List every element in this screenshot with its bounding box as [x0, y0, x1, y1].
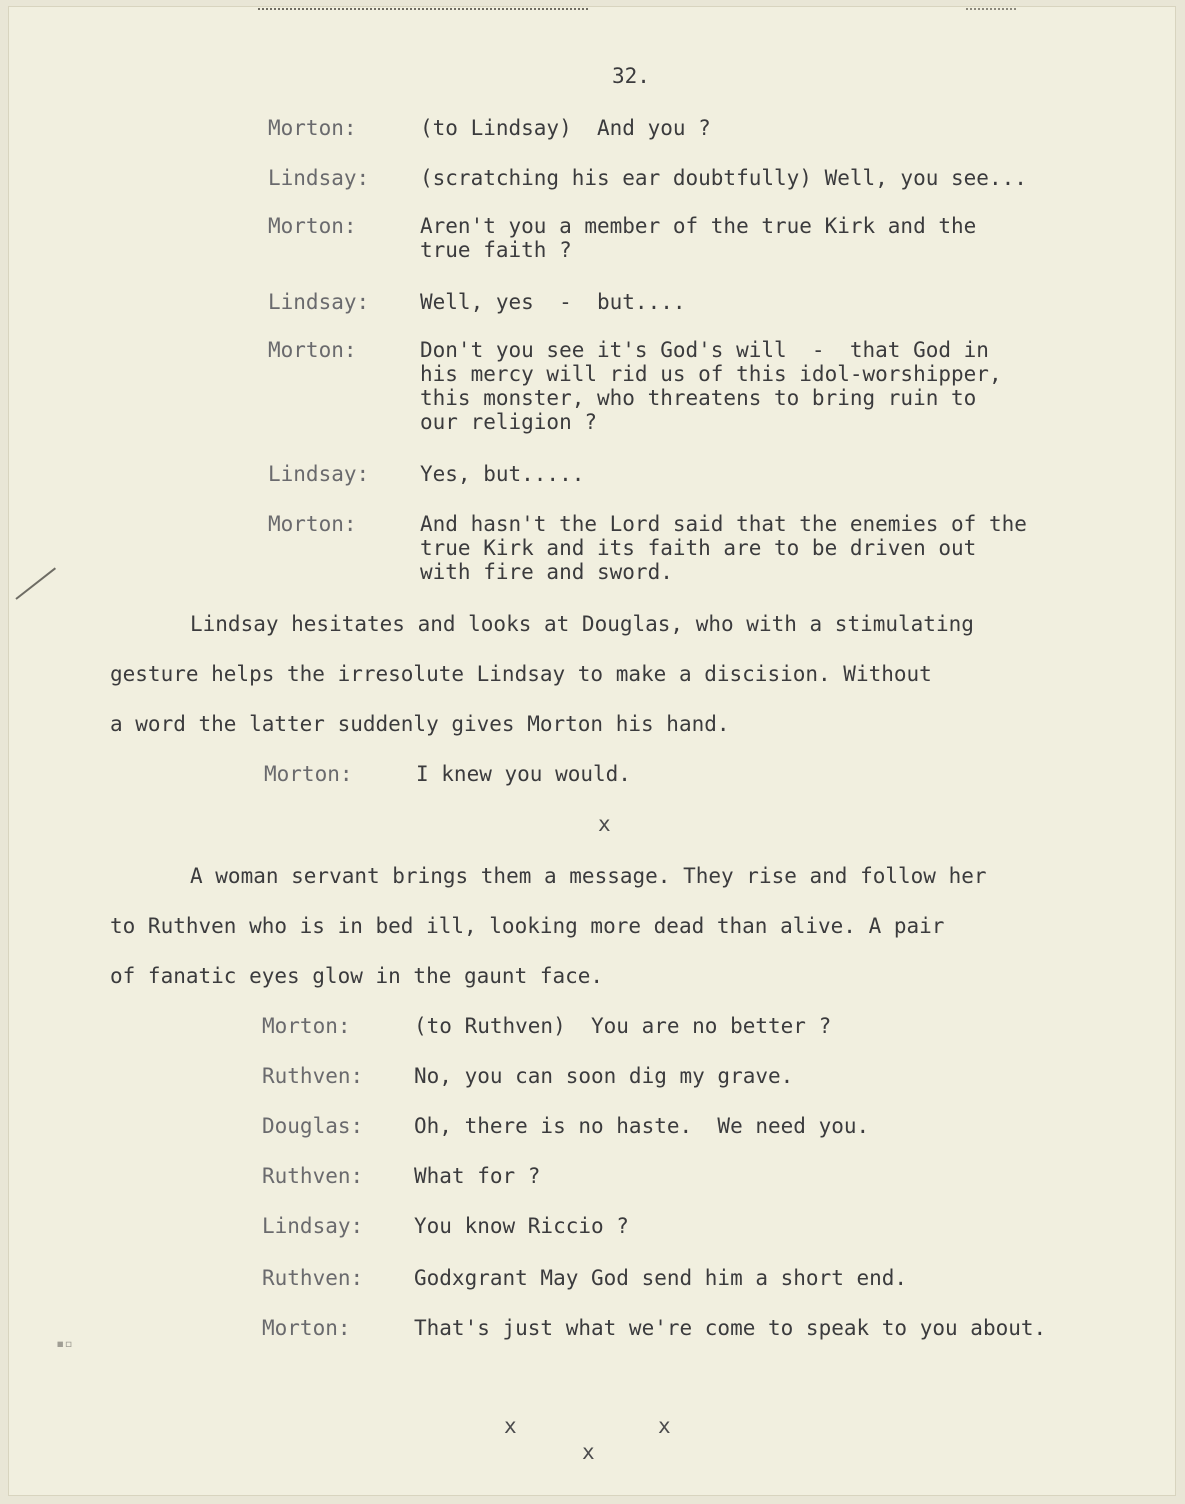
page-number: 32. [612, 64, 650, 88]
end-mark: x [582, 1440, 595, 1464]
speaker-label: Ruthven: [262, 1266, 364, 1290]
dialogue-line: our religion ? [420, 410, 598, 434]
dialogue-line: with fire and sword. [420, 560, 673, 584]
speaker-label: Douglas: [262, 1114, 364, 1138]
dialogue-line: his mercy will rid us of this idol-worshipper, [420, 362, 1002, 386]
speaker-label: Lindsay: [262, 1214, 364, 1238]
dialogue-line: Oh, there is no haste. We need you. [414, 1114, 870, 1138]
speaker-label: Morton: [262, 1316, 351, 1340]
speaker-label: Lindsay: [268, 166, 370, 190]
dialogue-line: Don't you see it's God's will - that God in [420, 338, 989, 362]
dialogue-line: true Kirk and its faith are to be driven out [420, 536, 977, 560]
dialogue-line: No, you can soon dig my grave. [414, 1064, 794, 1088]
dialogue-line: That's just what we're come to speak to you about. [414, 1316, 1047, 1340]
dialogue-line: Well, yes - but.... [420, 290, 686, 314]
narration-line: to Ruthven who is in bed ill, looking more dead than alive. A pair [110, 914, 945, 938]
dialogue-line: I knew you would. [416, 762, 631, 786]
dialogue-line: Aren't you a member of the true Kirk and the [420, 214, 977, 238]
dialogue-line: What for ? [414, 1164, 541, 1188]
typescript-page [8, 6, 1176, 1496]
speaker-label: Morton: [268, 214, 357, 238]
dialogue-line: (to Lindsay) And you ? [420, 116, 711, 140]
speaker-label: Morton: [262, 1014, 351, 1038]
dialogue-line: this monster, who threatens to bring ruin to [420, 386, 977, 410]
scene-separator: x [598, 812, 611, 836]
top-edge-marks [258, 8, 588, 14]
dialogue-line: Godxgrant May God send him a short end. [414, 1266, 908, 1290]
speaker-label: Ruthven: [262, 1064, 364, 1088]
dialogue-line: You know Riccio ? [414, 1214, 629, 1238]
speaker-label: Morton: [268, 338, 357, 362]
narration-line: A woman servant brings them a message. They rise and follow her [190, 864, 987, 888]
narration-line: Lindsay hesitates and looks at Douglas, who with a stimulating [190, 612, 974, 636]
pencil-mark [15, 567, 56, 599]
narration-line: of fanatic eyes glow in the gaunt face. [110, 964, 604, 988]
end-mark: x [504, 1414, 517, 1438]
speaker-label: Lindsay: [268, 462, 370, 486]
dialogue-line: Yes, but..... [420, 462, 585, 486]
dialogue-line: (to Ruthven) You are no better ? [414, 1014, 832, 1038]
speaker-label: Morton: [268, 116, 357, 140]
margin-smudge: ▪▫ [56, 1336, 73, 1352]
narration-line: a word the latter suddenly gives Morton his hand. [110, 712, 730, 736]
dialogue-line: And hasn't the Lord said that the enemies of the [420, 512, 1027, 536]
dialogue-line: true faith ? [420, 238, 572, 262]
end-mark: x [658, 1414, 671, 1438]
speaker-label: Morton: [264, 762, 353, 786]
speaker-label: Morton: [268, 512, 357, 536]
dialogue-line: (scratching his ear doubtfully) Well, you see... [420, 166, 1027, 190]
narration-line: gesture helps the irresolute Lindsay to make a discision. Without [110, 662, 932, 686]
speaker-label: Ruthven: [262, 1164, 364, 1188]
speaker-label: Lindsay: [268, 290, 370, 314]
top-edge-marks-right [966, 8, 1016, 13]
